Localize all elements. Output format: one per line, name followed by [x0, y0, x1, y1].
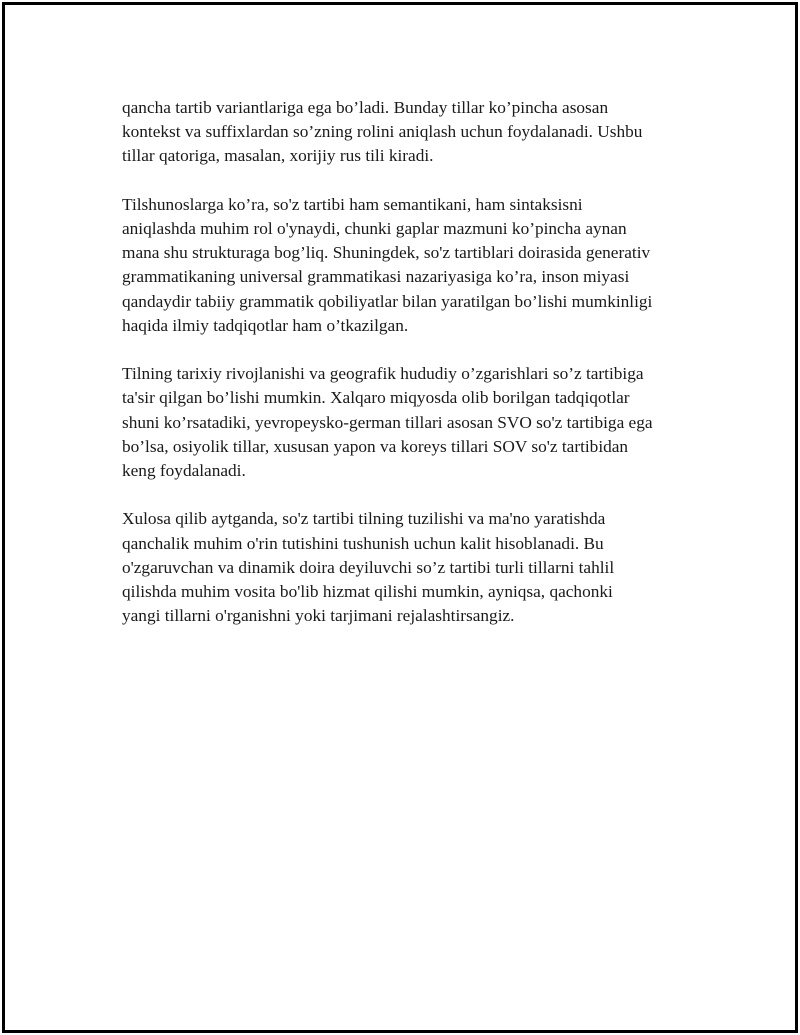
text-line: shuni ko’rsatadiki, yevropeysko-german tillari asosan SVO so'z tartibiga ega: [122, 412, 653, 432]
paragraph-2: [122, 193, 702, 338]
text-line: tillar qatoriga, masalan, xorijiy rus tili kiradi.: [122, 146, 434, 166]
document-body: [122, 96, 702, 653]
text-line: keng foydalanadi.: [122, 461, 246, 481]
text-line: grammatikaning universal grammatikasi nazariyasiga ko’ra, inson miyasi: [122, 267, 630, 287]
document-page: [2, 2, 798, 1033]
text-line: qanchalik muhim o'rin tutishini tushunish uchun kalit hisoblanadi. Bu: [122, 533, 604, 553]
text-line: bo’lsa, osiyolik tillar, xususan yapon va koreys tillari SOV so'z tartibidan: [122, 436, 629, 456]
text-line: aniqlashda muhim rol o'ynaydi, chunki gaplar mazmuni ko’pincha aynan: [122, 219, 627, 238]
text-line: o'zgaruvchan va dinamik doira deyiluvchi so’z tartibi turli tillarni tahlil: [122, 557, 615, 577]
paragraph-3: [122, 362, 702, 483]
text-line: kontekst va suffixlardan so’zning rolini aniqlash uchun foydalanadi. Ushbu: [122, 122, 643, 142]
text-line: mana shu strukturaga bog’liq. Shuningdek, so'z tartiblari doirasida generativ: [122, 243, 651, 263]
text-line: Xulosa qilib aytganda, so'z tartibi tilning tuzilishi va ma'no yaratishda: [122, 509, 606, 529]
paragraph-1: [122, 96, 702, 169]
text-line: qancha tartib variantlariga ega bo’ladi. Bunday tillar ko’pincha asosan: [122, 98, 609, 117]
text-line: qilishda muhim vosita bo'lib hizmat qilishi mumkin, ayniqsa, qachonki: [122, 582, 613, 602]
text-line: ta'sir qilgan bo’lishi mumkin. Xalqaro miqyosda olib borilgan tadqiqotlar: [122, 388, 630, 408]
text-line: yangi tillarni o'rganishni yoki tarjimani rejalashtirsangiz.: [122, 606, 515, 626]
text-line: Tilshunoslarga ko’ra, so'z tartibi ham semantikani, ham sintaksisni: [122, 194, 583, 214]
text-line: Tilning tarixiy rivojlanishi va geografik hududiy o’zgarishlari so’z tartibiga: [122, 364, 644, 384]
paragraph-4: [122, 507, 702, 628]
text-line: haqida ilmiy tadqiqotlar ham o’tkazilgan.: [122, 315, 409, 335]
text-line: qandaydir tabiiy grammatik qobiliyatlar bilan yaratilgan bo’lishi mumkinligi: [122, 291, 653, 311]
